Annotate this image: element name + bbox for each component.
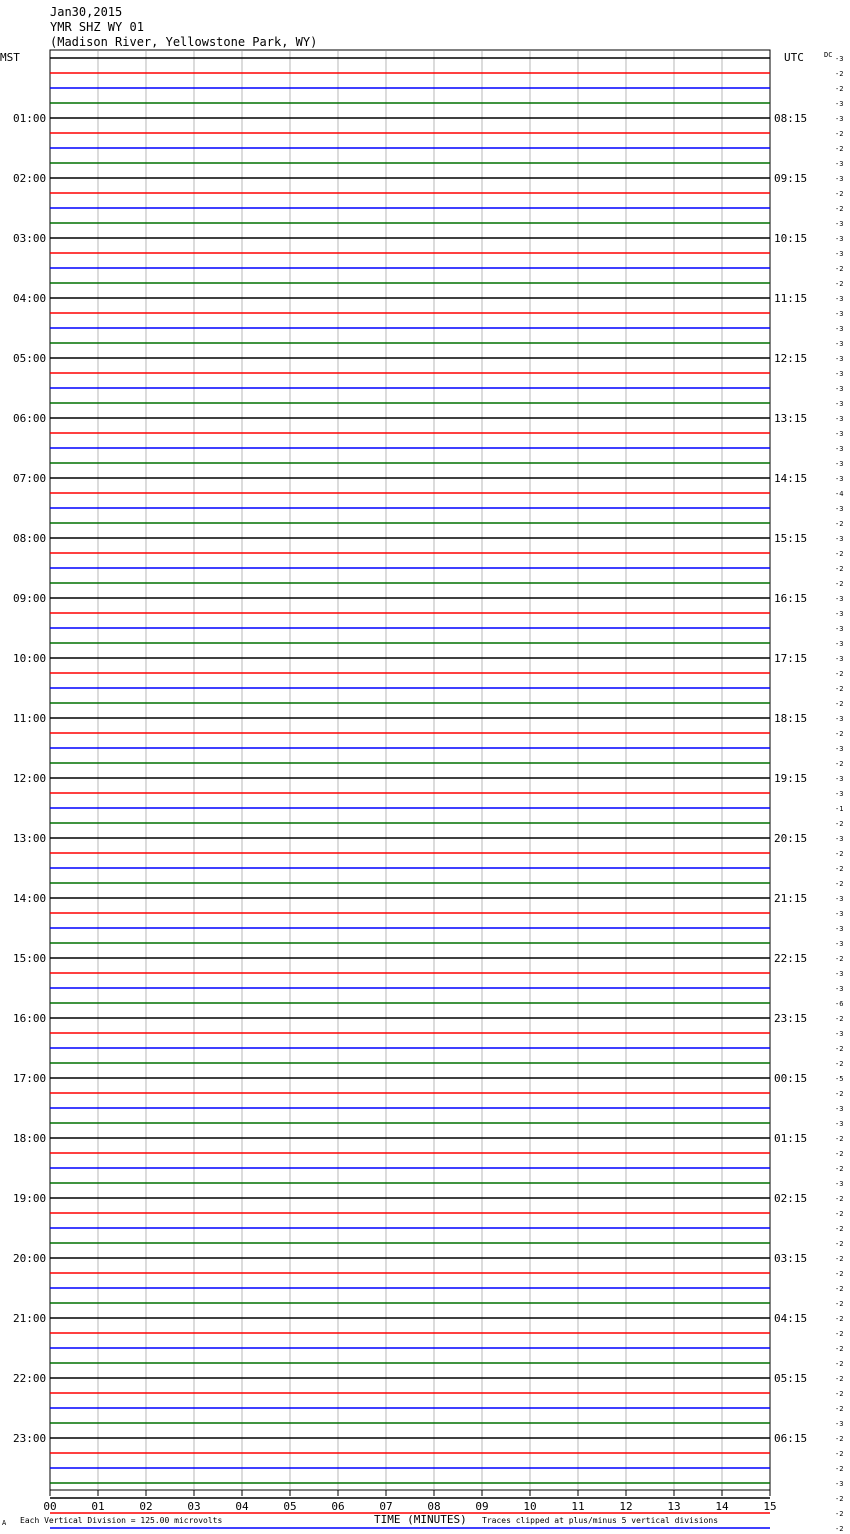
- dc-offset-label: -3: [835, 325, 844, 333]
- dc-offset-label: -3: [835, 505, 844, 513]
- mst-hour-label: 18:00: [13, 1132, 47, 1145]
- dc-offset-label: -3: [835, 985, 844, 993]
- dc-offset-label: -3: [835, 400, 844, 408]
- dc-offset-label: -3: [835, 895, 844, 903]
- dc-offset-label: -2: [835, 820, 844, 828]
- utc-hour-label: 16:15: [774, 592, 808, 605]
- dc-offset-label: -3: [835, 445, 844, 453]
- utc-hour-label: 15:15: [774, 532, 808, 545]
- header-date: Jan30,2015: [50, 5, 123, 19]
- dc-offset-label: -2: [835, 265, 844, 273]
- dc-offset-label: -2: [835, 955, 844, 963]
- utc-hour-label: 13:15: [774, 412, 808, 425]
- dc-offset-label: -2: [835, 1150, 844, 1158]
- mst-hour-label: 15:00: [13, 952, 47, 965]
- mst-hour-label: 17:00: [13, 1072, 47, 1085]
- dc-offset-label: -2: [835, 190, 844, 198]
- mst-hour-label: 20:00: [13, 1252, 47, 1265]
- dc-offset-label: -3: [835, 415, 844, 423]
- dc-offset-label: -3: [835, 910, 844, 918]
- dc-offset-label: -3: [835, 655, 844, 663]
- utc-hour-label: 22:15: [774, 952, 808, 965]
- x-tick-label: 07: [379, 1500, 393, 1513]
- dc-offset-label: -3: [835, 1120, 844, 1128]
- mst-hour-label: 08:00: [13, 532, 47, 545]
- dc-offset-label: -2: [835, 1495, 844, 1503]
- dc-offset-label: -3: [835, 475, 844, 483]
- dc-offset-label: -4: [835, 490, 844, 498]
- mst-hour-label: 22:00: [13, 1372, 47, 1385]
- utc-hour-label: 17:15: [774, 652, 808, 665]
- mst-hour-label: 10:00: [13, 652, 47, 665]
- dc-offset-label: -3: [835, 1480, 844, 1488]
- mst-hour-label: 03:00: [13, 232, 47, 245]
- mst-hour-label: 02:00: [13, 172, 47, 185]
- x-tick-label: 11: [571, 1500, 585, 1513]
- x-tick-label: 12: [619, 1500, 633, 1513]
- x-tick-label: 15: [763, 1500, 777, 1513]
- dc-offset-label: -2: [835, 1465, 844, 1473]
- dc-offset-label: -2: [835, 520, 844, 528]
- dc-offset-label: -2: [835, 205, 844, 213]
- dc-offset-label: -3: [835, 970, 844, 978]
- utc-hour-label: 11:15: [774, 292, 808, 305]
- dc-offset-label: -2: [835, 760, 844, 768]
- mst-hour-label: 04:00: [13, 292, 47, 305]
- dc-offset-label: -2: [835, 880, 844, 888]
- dc-offset-label: -2: [835, 1360, 844, 1368]
- dc-offset-label: -2: [835, 1225, 844, 1233]
- dc-offset-label: -3: [835, 925, 844, 933]
- mst-hour-label: 16:00: [13, 1012, 47, 1025]
- dc-offset-label: -2: [835, 1270, 844, 1278]
- dc-offset-label: -3: [835, 715, 844, 723]
- utc-hour-label: 10:15: [774, 232, 808, 245]
- mst-hour-label: 21:00: [13, 1312, 47, 1325]
- mst-hour-label: 14:00: [13, 892, 47, 905]
- dc-offset-label: -2: [835, 1210, 844, 1218]
- utc-hour-label: 01:15: [774, 1132, 808, 1145]
- dc-offset-label: -3: [835, 355, 844, 363]
- mst-hour-label: 07:00: [13, 472, 47, 485]
- dc-offset-label: -2: [835, 1450, 844, 1458]
- dc-offset-label: -3: [835, 250, 844, 258]
- dc-offset-label: -2: [835, 1045, 844, 1053]
- header-location: (Madison River, Yellowstone Park, WY): [50, 35, 318, 49]
- right-zone-label: UTC: [784, 51, 804, 64]
- mst-hour-label: 11:00: [13, 712, 47, 725]
- header-station: YMR SHZ WY 01: [50, 20, 144, 34]
- dc-offset-label: -2: [835, 670, 844, 678]
- utc-hour-label: 21:15: [774, 892, 808, 905]
- x-tick-label: 01: [91, 1500, 105, 1513]
- dc-offset-label: -2: [835, 1090, 844, 1098]
- dc-offset-label: -3: [835, 535, 844, 543]
- x-tick-label: 03: [187, 1500, 201, 1513]
- dc-offset-label: -3: [835, 115, 844, 123]
- dc-offset-label: -3: [835, 610, 844, 618]
- dc-offset-label: -2: [835, 1390, 844, 1398]
- dc-offset-label: -2: [835, 1135, 844, 1143]
- utc-hour-label: 02:15: [774, 1192, 808, 1205]
- dc-offset-label: -3: [835, 790, 844, 798]
- dc-offset-label: -3: [835, 745, 844, 753]
- x-tick-label: 04: [235, 1500, 249, 1513]
- dc-offset-label: -3: [835, 220, 844, 228]
- dc-offset-label: -3: [835, 160, 844, 168]
- dc-offset-label: -3: [835, 370, 844, 378]
- utc-hour-label: 04:15: [774, 1312, 808, 1325]
- dc-offset-label: -3: [835, 625, 844, 633]
- dc-offset-label: -3: [835, 1030, 844, 1038]
- utc-hour-label: 12:15: [774, 352, 808, 365]
- utc-hour-label: 00:15: [774, 1072, 808, 1085]
- mst-hour-label: 01:00: [13, 112, 47, 125]
- dc-offset-label: -2: [835, 1195, 844, 1203]
- dc-offset-label: -2: [835, 1375, 844, 1383]
- x-tick-label: 09: [475, 1500, 489, 1513]
- dc-offset-label: -2: [835, 1330, 844, 1338]
- utc-hour-label: 23:15: [774, 1012, 808, 1025]
- clip-note: Traces clipped at plus/minus 5 vertical divisions: [482, 1516, 719, 1525]
- x-tick-label: 02: [139, 1500, 153, 1513]
- corner-mark: A: [2, 1519, 7, 1527]
- mst-hour-label: 05:00: [13, 352, 47, 365]
- scale-note: Each Vertical Division = 125.00 microvolts: [20, 1516, 223, 1525]
- dc-offset-label: -2: [835, 1015, 844, 1023]
- dc-offset-label: -2: [835, 1255, 844, 1263]
- mst-hour-label: 19:00: [13, 1192, 47, 1205]
- dc-offset-label: -3: [835, 175, 844, 183]
- x-tick-label: 05: [283, 1500, 297, 1513]
- dc-offset-label: -2: [835, 865, 844, 873]
- dc-offset-label: -3: [835, 430, 844, 438]
- left-zone-label: MST: [0, 51, 20, 64]
- utc-hour-label: 08:15: [774, 112, 808, 125]
- utc-hour-label: 09:15: [774, 172, 808, 185]
- dc-offset-label: -2: [835, 70, 844, 78]
- dc-offset-label: -2: [835, 550, 844, 558]
- dc-offset-label: -2: [835, 730, 844, 738]
- dc-offset-label: -5: [835, 1075, 844, 1083]
- dc-offset-label: -3: [835, 940, 844, 948]
- dc-offset-label: -2: [835, 1435, 844, 1443]
- dc-offset-label: -6: [835, 1000, 844, 1008]
- dc-offset-label: -2: [835, 1525, 844, 1533]
- dc-offset-label: -2: [835, 565, 844, 573]
- dc-offset-label: -2: [835, 1240, 844, 1248]
- x-axis-label: TIME (MINUTES): [374, 1513, 467, 1526]
- x-tick-label: 13: [667, 1500, 681, 1513]
- utc-hour-label: 06:15: [774, 1432, 808, 1445]
- utc-hour-label: 18:15: [774, 712, 808, 725]
- dc-offset-label: -3: [835, 1105, 844, 1113]
- dc-offset-label: -3: [835, 295, 844, 303]
- x-tick-label: 06: [331, 1500, 345, 1513]
- dc-offset-label: -2: [835, 685, 844, 693]
- dc-offset-label: -2: [835, 1300, 844, 1308]
- dc-offset-label: -3: [835, 1180, 844, 1188]
- dc-label: DC: [824, 51, 833, 59]
- dc-offset-label: -2: [835, 280, 844, 288]
- dc-offset-label: -2: [835, 1315, 844, 1323]
- dc-offset-label: -2: [835, 1510, 844, 1518]
- x-tick-label: 00: [43, 1500, 57, 1513]
- mst-hour-label: 13:00: [13, 832, 47, 845]
- dc-offset-label: -2: [835, 145, 844, 153]
- dc-offset-label: -2: [835, 1165, 844, 1173]
- dc-offset-label: -3: [835, 235, 844, 243]
- mst-hour-label: 12:00: [13, 772, 47, 785]
- dc-offset-label: -3: [835, 310, 844, 318]
- dc-offset-label: -3: [835, 595, 844, 603]
- utc-hour-label: 20:15: [774, 832, 808, 845]
- dc-offset-label: -2: [835, 1060, 844, 1068]
- utc-hour-label: 03:15: [774, 1252, 808, 1265]
- dc-offset-label: -3: [835, 775, 844, 783]
- dc-offset-label: -3: [835, 340, 844, 348]
- dc-offset-label: -2: [835, 1405, 844, 1413]
- x-tick-label: 08: [427, 1500, 441, 1513]
- dc-offset-label: -2: [835, 1345, 844, 1353]
- mst-hour-label: 06:00: [13, 412, 47, 425]
- dc-offset-label: -3: [835, 640, 844, 648]
- dc-offset-label: -3: [835, 835, 844, 843]
- mst-hour-label: 09:00: [13, 592, 47, 605]
- utc-hour-label: 14:15: [774, 472, 808, 485]
- utc-hour-label: 19:15: [774, 772, 808, 785]
- dc-offset-label: -2: [835, 850, 844, 858]
- dc-offset-label: -3: [835, 100, 844, 108]
- x-tick-label: 10: [523, 1500, 537, 1513]
- dc-offset-label: -3: [835, 460, 844, 468]
- dc-offset-label: -2: [835, 130, 844, 138]
- dc-offset-label: -3: [835, 385, 844, 393]
- dc-offset-label: -2: [835, 1285, 844, 1293]
- dc-offset-label: -2: [835, 85, 844, 93]
- dc-offset-label: -3: [835, 1420, 844, 1428]
- dc-offset-label: -3: [835, 55, 844, 63]
- dc-offset-label: -2: [835, 580, 844, 588]
- x-tick-label: 14: [715, 1500, 729, 1513]
- dc-offset-label: -2: [835, 700, 844, 708]
- utc-hour-label: 05:15: [774, 1372, 808, 1385]
- dc-offset-label: -1: [835, 805, 844, 813]
- mst-hour-label: 23:00: [13, 1432, 47, 1445]
